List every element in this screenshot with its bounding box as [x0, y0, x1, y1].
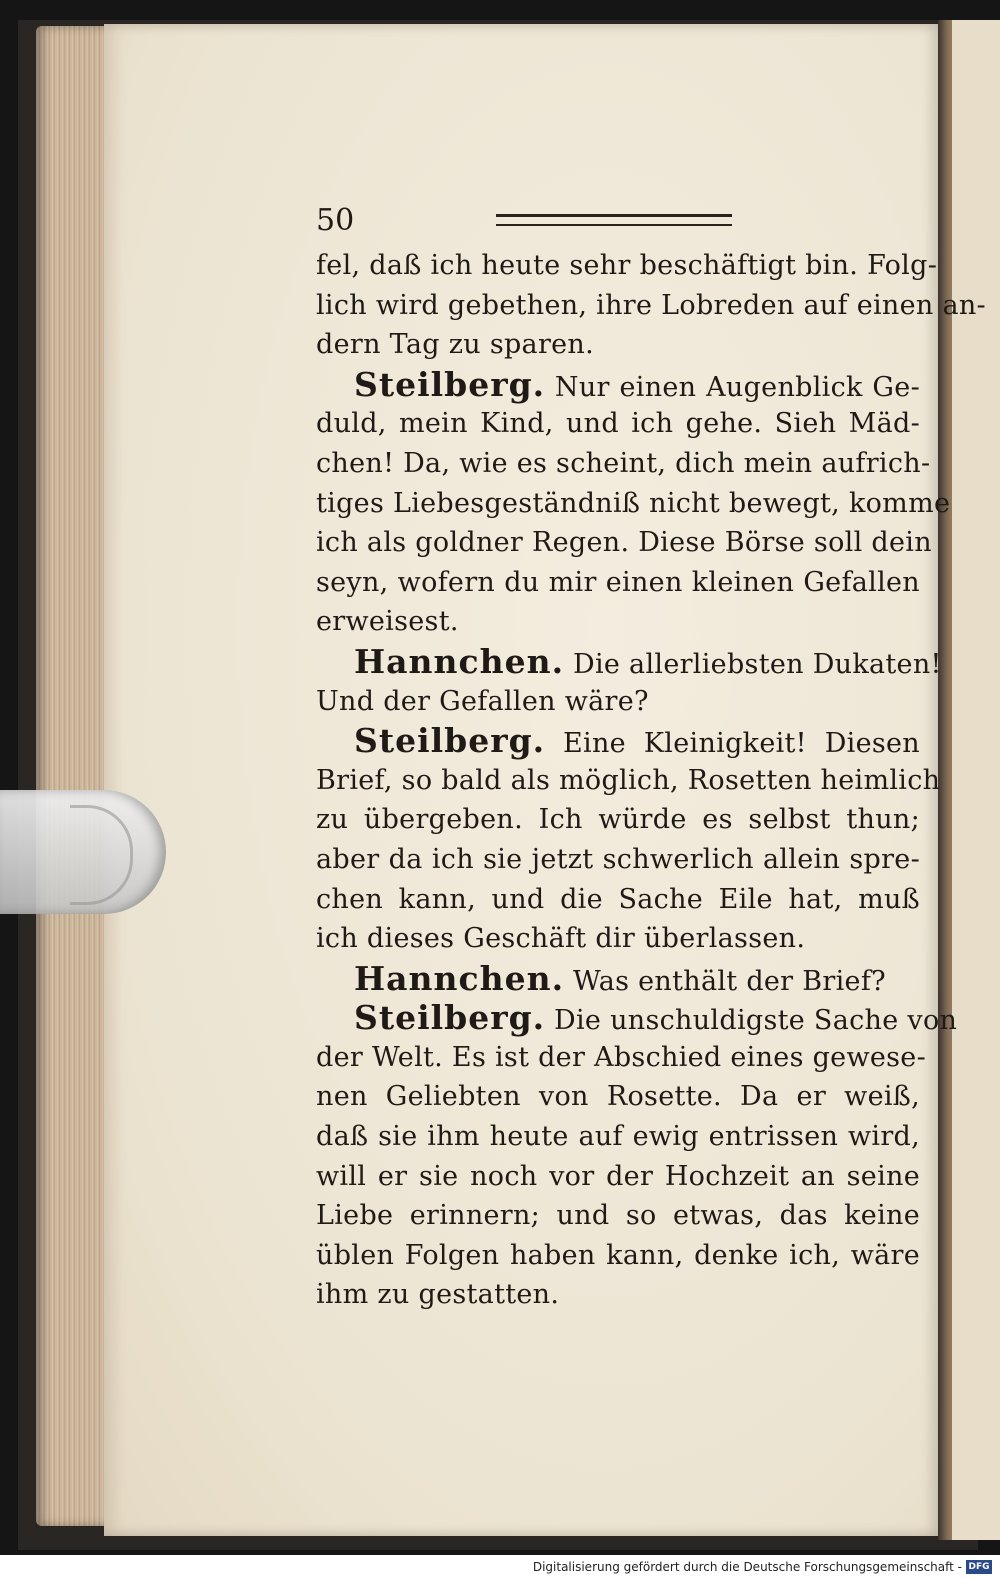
line-text: fel, daß ich heute sehr beschäftigt bin. Folg-: [316, 250, 938, 281]
line-text: dern Tag zu sparen.: [316, 329, 595, 361]
line-text: Eine Kleinigkeit! Diesen: [545, 728, 920, 760]
line-text: duld, mein Kind, und ich gehe. Sieh Mäd-: [316, 408, 920, 440]
line-text: aber da ich sie jetzt schwerlich allein spre-: [316, 843, 920, 875]
line-text: will er sie noch vor der Hochzeit an seine: [316, 1160, 920, 1192]
footer-bar: [0, 1555, 1000, 1579]
text-line: [316, 641, 942, 682]
footer-credit: Digitalisierung gefördert durch die Deutsche Forschungsgemeinschaft -: [532, 1560, 962, 1574]
text-line: [316, 1196, 920, 1236]
line-text: erweisest.: [316, 606, 459, 638]
text-line: [316, 1077, 920, 1117]
line-text: Brief, so bald als möglich, Rosetten heimlich: [316, 764, 941, 796]
text-line: [316, 959, 920, 999]
text-line: [316, 800, 920, 840]
text-line: [316, 919, 920, 959]
line-text: Die allerliebsten Dukaten!: [564, 648, 942, 680]
line-text: lich wird gebethen, ihre Lobreden auf einen an-: [316, 289, 986, 321]
text-line: [316, 563, 920, 603]
text-line: [316, 404, 920, 444]
text-line: [316, 880, 920, 920]
text-line: [316, 721, 920, 761]
speaker-name: Steilberg.: [354, 998, 546, 1038]
line-text: seyn, wofern du mir einen kleinen Gefallen: [316, 566, 920, 598]
line-text: nen Geliebten von Rosette. Da er weiß,: [316, 1081, 920, 1113]
line-text: chen kann, und die Sache Eile hat, muß: [316, 883, 920, 915]
text-line: [316, 444, 931, 484]
speaker-name: Steilberg.: [354, 721, 546, 761]
page-number: 50: [316, 202, 355, 238]
line-text: üblen Folgen haben kann, denke ich, wäre: [316, 1239, 920, 1271]
line-text: ihm zu gestatten.: [316, 1279, 560, 1311]
line-text: ich dieses Geschäft dir überlassen.: [316, 923, 806, 955]
text-line: [316, 523, 932, 563]
text-line: [316, 1236, 920, 1276]
text-line: [316, 365, 920, 405]
speaker-name: Steilberg.: [354, 364, 546, 404]
line-text: Nur einen Augenblick Ge-: [545, 371, 920, 403]
text-lines: [316, 246, 986, 1315]
line-text: Die unschuldigste Sache von: [545, 1005, 958, 1037]
text-line: [316, 484, 951, 524]
dfg-logo: DFG: [966, 1560, 992, 1574]
text-line: [316, 998, 958, 1038]
line-text: Und der Gefallen wäre?: [316, 685, 649, 717]
page-header: [316, 196, 920, 244]
speaker-name: Hannchen.: [354, 958, 565, 998]
line-text: der Welt. Es ist der Abschied eines gewese-: [316, 1041, 927, 1073]
line-text: zu übergeben. Ich würde es selbst thun;: [316, 804, 920, 836]
line-text: ich als goldner Regen. Diese Börse soll dein: [316, 527, 932, 559]
text-line: [316, 1117, 920, 1157]
text-line: [316, 1157, 920, 1197]
line-text: chen! Da, wie es scheint, dich mein aufrich-: [316, 447, 931, 479]
line-text: daß sie ihm heute auf ewig entrissen wird,: [316, 1121, 920, 1153]
text-line: [316, 1275, 920, 1315]
line-text: Was enthält der Brief?: [564, 965, 886, 997]
text-line: [316, 682, 920, 722]
header-rule: [496, 214, 732, 226]
speaker-name: Hannchen.: [354, 641, 565, 681]
text-line: [316, 325, 920, 365]
line-text: Liebe erinnern; und so etwas, das keine: [316, 1200, 920, 1232]
text-line: [316, 602, 920, 642]
facing-page-edge: [952, 20, 1000, 1540]
page-text: [316, 196, 986, 1315]
text-line: [316, 761, 941, 801]
text-line: [316, 1038, 927, 1078]
text-line: [316, 246, 938, 286]
text-line: [316, 286, 986, 326]
text-line: [316, 840, 920, 880]
line-text: tiges Liebesgeständniß nicht bewegt, komme: [316, 487, 951, 519]
